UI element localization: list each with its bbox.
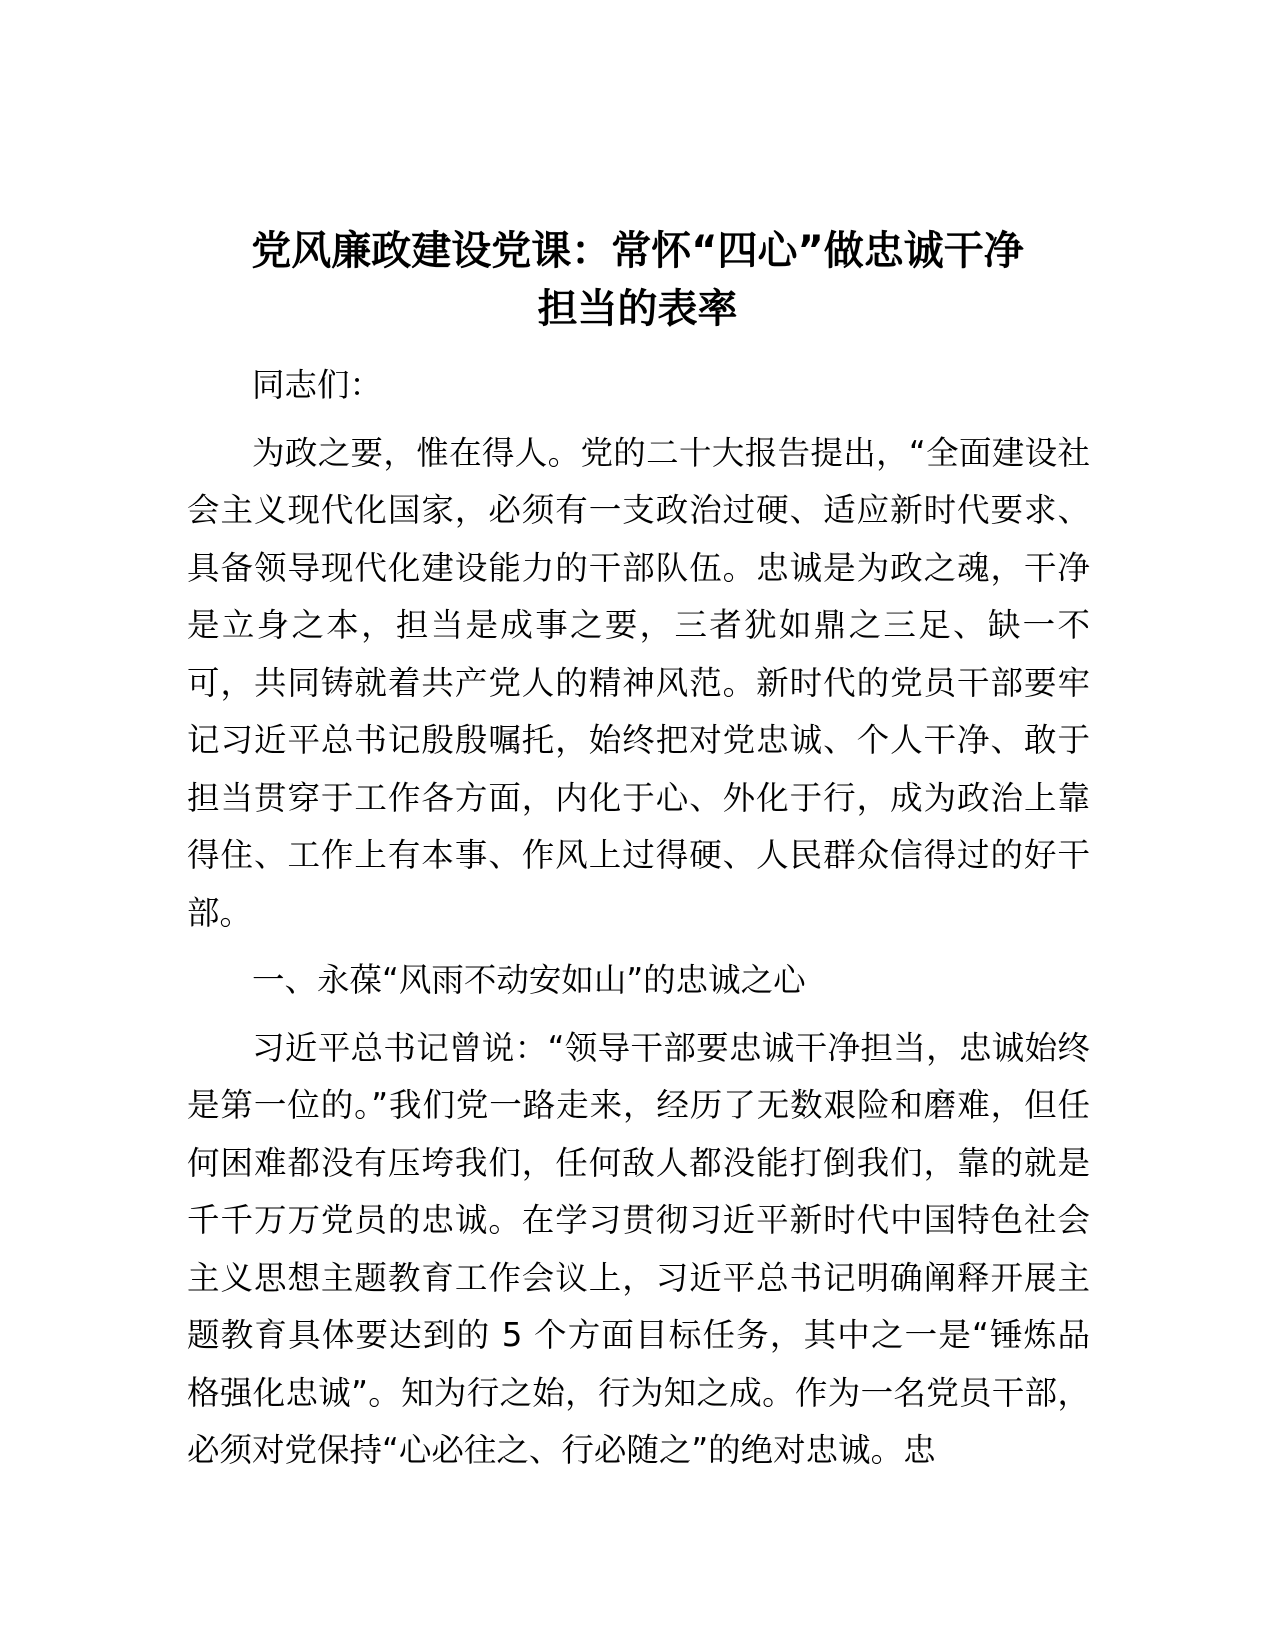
title-line-1: 党风廉政建设党课：常怀“四心”做忠诚干净 — [251, 228, 1024, 274]
title-line-2: 担当的表率 — [537, 286, 738, 332]
page-title — [180, 222, 1095, 338]
body-paragraph: 习近平总书记曾说：“领导干部要忠诚干净担当，忠诚始终是第一位的。”我们党一路走来，经历了无数艰险和磨难，但任何困难都没有压垮我们，任何敌人都没能打倒我们，靠的就是千千万万党员的忠诚。在学习贯彻习近平新时代中国特色社会主义思想主题教育工作会议上，习近平总书记明确阐释开展主题教育具体要达到的 5 个方面目标任务，其中之一是“锤炼品格强化忠诚”。知为行之始，行为知之成。作为一名党员干部，必须对党保持“心必往之、行必随之”的绝对忠诚。忠 — [187, 1028, 1090, 1469]
document-body — [187, 357, 1090, 1490]
intro-paragraph: 为政之要，惟在得人。党的二十大报告提出，“全面建设社会主义现代化国家，必须有一支政治过硬、适应新时代要求、具备领导现代化建设能力的干部队伍。忠诚是为政之魂，干净是立身之本，担当是成事之要，三者犹如鼎之三足、缺一不可，共同铸就着共产党人的精神风范。新时代的党员干部要牢记习近平总书记殷殷嘱托，始终把对党忠诚、个人干净、敢于担当贯穿于工作各方面，内化于心、外化于行，成为政治上靠得住、工作上有本事、作风上过得硬、人民群众信得过的好干部。 — [187, 433, 1090, 932]
section-heading: 一、永葆“风雨不动安如山”的忠诚之心 — [252, 961, 806, 999]
salutation: 同志们： — [252, 366, 383, 404]
